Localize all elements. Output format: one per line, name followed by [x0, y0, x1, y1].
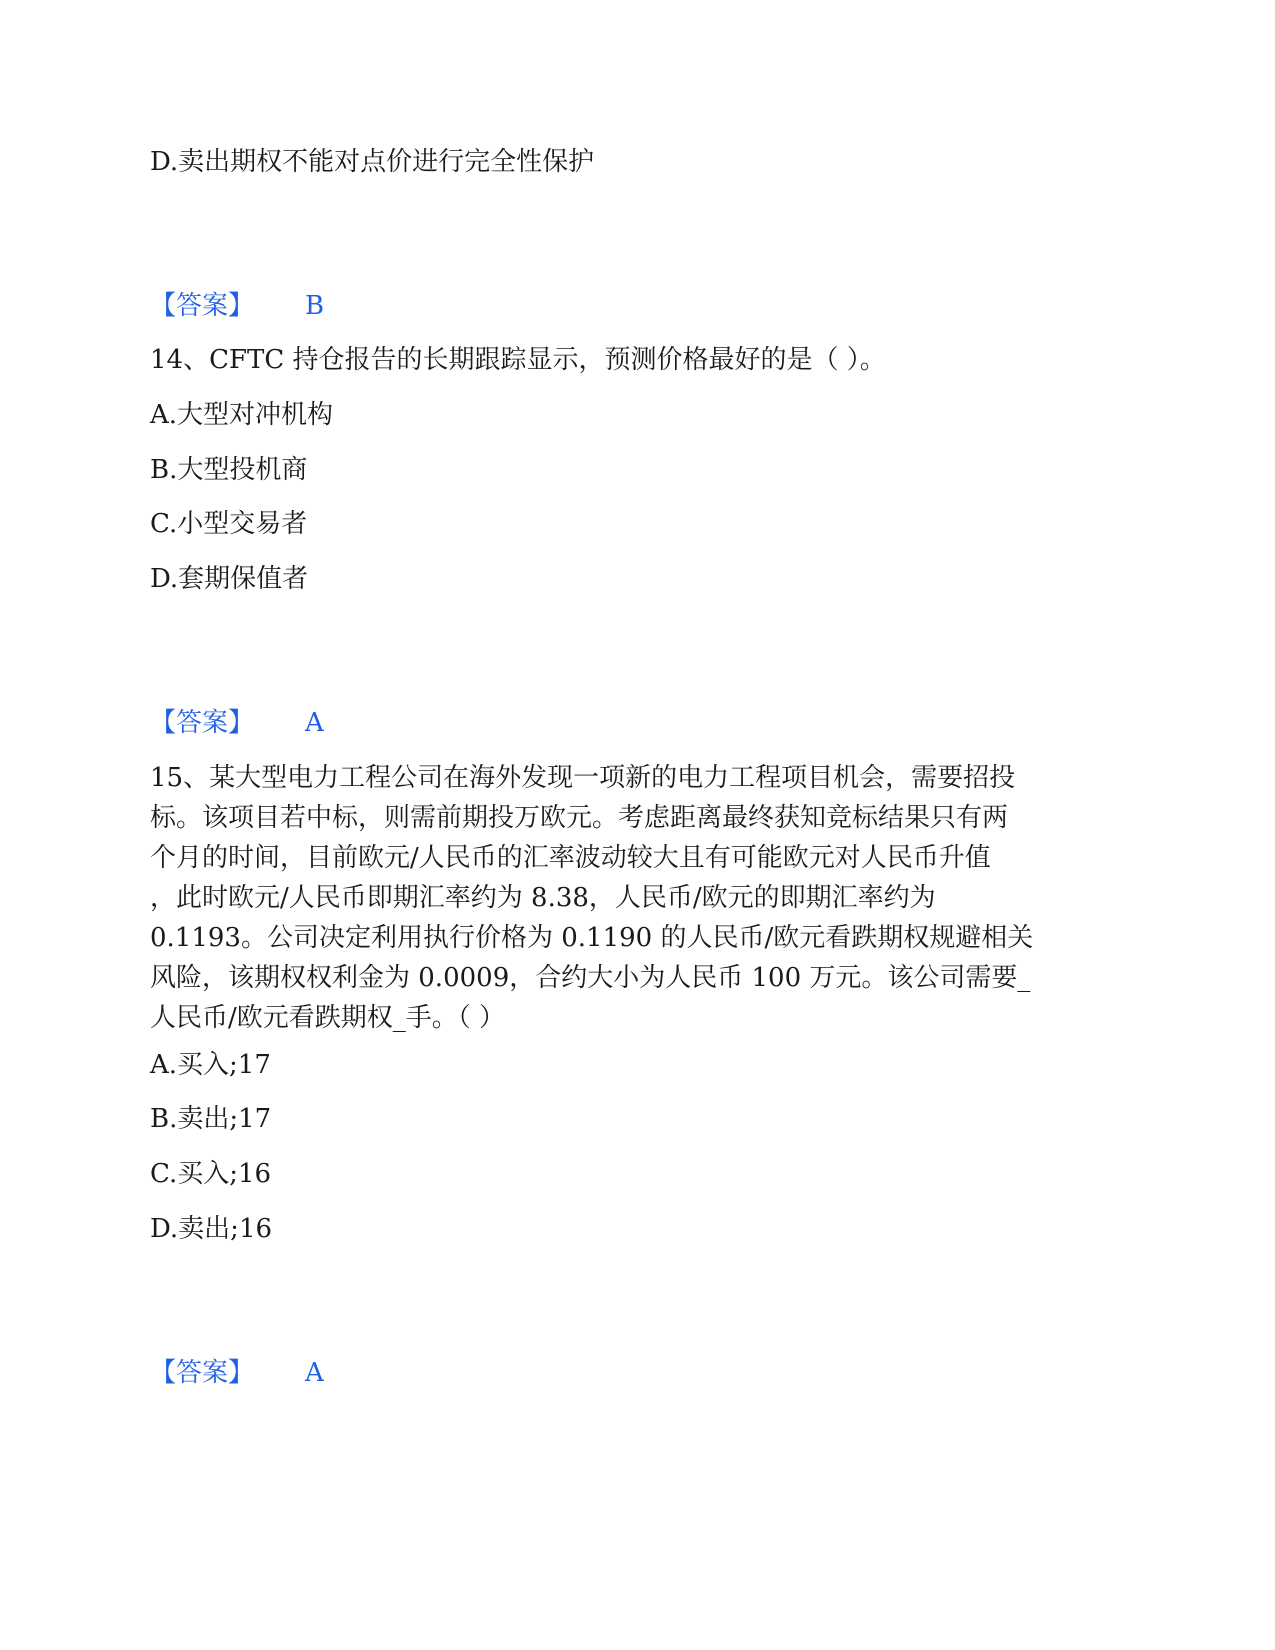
- q15-answer: [150, 1353, 324, 1393]
- q15-option-a: A.买入;17: [150, 1050, 271, 1080]
- q14-option-b: B.大型投机商: [150, 455, 308, 485]
- q14-stem: 14、CFTC 持仓报告的长期跟踪显示，预测价格最好的是（ ）。: [150, 345, 886, 375]
- q15-stem-line: 个月的时间，目前欧元/人民币的汇率波动较大且有可能欧元对人民币升值: [150, 843, 991, 873]
- q15-stem-line: 15、某大型电力工程公司在海外发现一项新的电力工程项目机会，需要招投: [150, 763, 1016, 793]
- q15-stem-line: 风险，该期权权利金为 0.0009，合约大小为人民币 100 万元。该公司需要_: [150, 963, 1031, 993]
- answer-label: 【答案】: [150, 708, 255, 738]
- q14-answer: [150, 703, 324, 743]
- q15-stem-line: 人民币/欧元看跌期权_手。（ ）: [150, 1003, 506, 1033]
- answer-label: 【答案】: [150, 291, 255, 321]
- q14-option-a: A.大型对冲机构: [150, 400, 334, 430]
- q14-option-c: C.小型交易者: [150, 509, 308, 539]
- answer-value: B: [305, 291, 325, 321]
- q15-stem: [150, 758, 1110, 1038]
- answer-value: A: [305, 708, 324, 738]
- q15-stem-line: 标。该项目若中标，则需前期投万欧元。考虑距离最终获知竞标结果只有两: [150, 803, 1009, 833]
- q15-option-b: B.卖出;17: [150, 1104, 272, 1134]
- prev-answer: [150, 286, 324, 326]
- q14-option-d: D.套期保值者: [150, 564, 309, 594]
- q15-option-d: D.卖出;16: [150, 1214, 273, 1244]
- q15-stem-line: ，此时欧元/人民币即期汇率约为 8.38，人民币/欧元的即期汇率约为: [150, 883, 936, 913]
- answer-label: 【答案】: [150, 1358, 255, 1388]
- q15-option-c: C.买入;16: [150, 1159, 272, 1189]
- q15-stem-line: 0.1193。公司决定利用执行价格为 0.1190 的人民币/欧元看跌期权规避相关: [150, 923, 1034, 953]
- prev-option-d: D.卖出期权不能对点价进行完全性保护: [150, 147, 595, 177]
- answer-value: A: [305, 1358, 324, 1388]
